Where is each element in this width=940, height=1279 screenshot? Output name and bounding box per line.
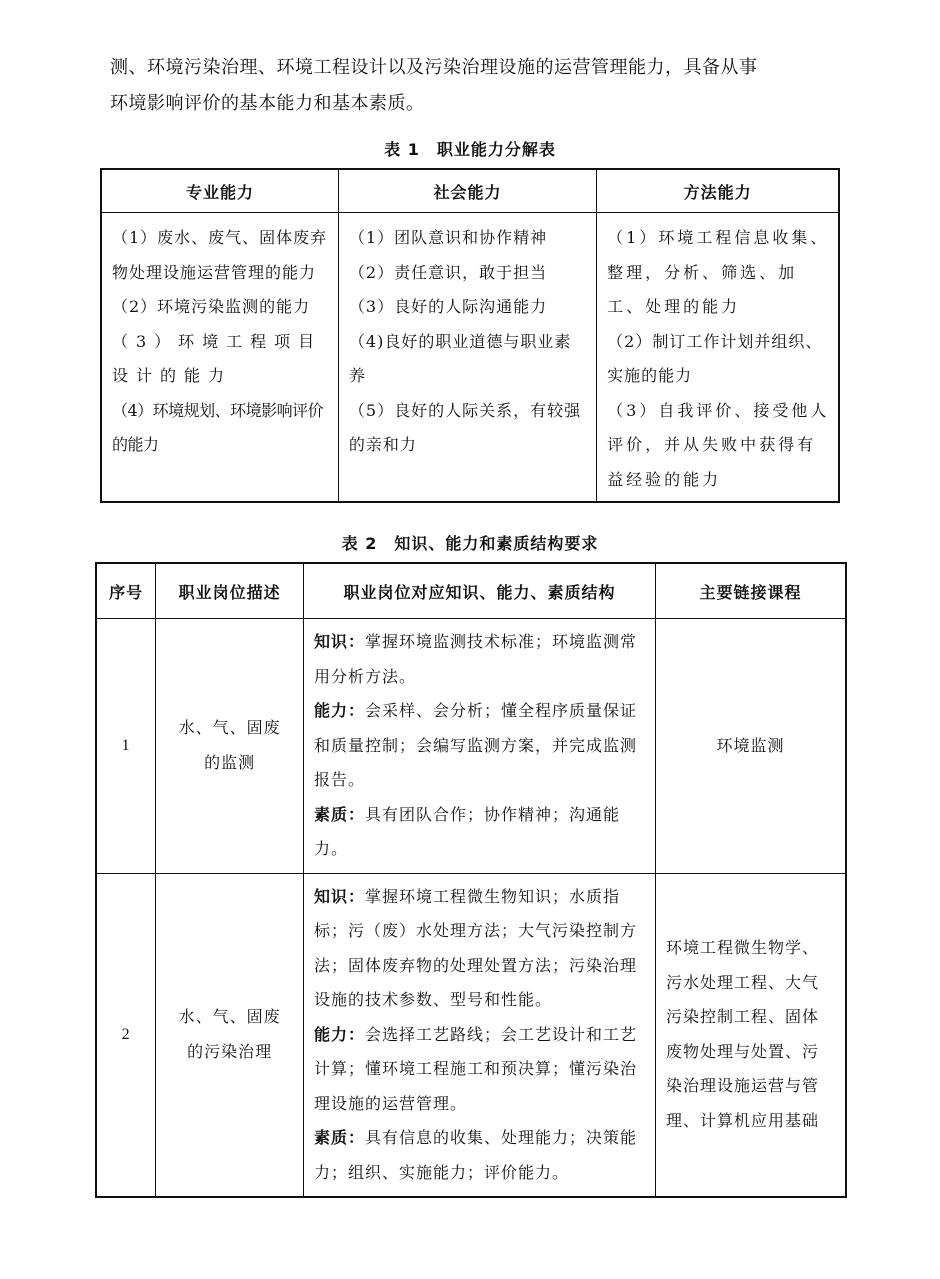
ability-text: 会选择工艺路线；会工艺设计和工艺计算；懂环境工程施工和预决算；懂污染治理设施的运营管理。 bbox=[314, 1024, 638, 1113]
header-post-description: 职业岗位描述 bbox=[156, 563, 304, 619]
intro-paragraph bbox=[110, 50, 840, 122]
ability-block bbox=[314, 694, 647, 798]
knowledge-text: 掌握环境监测技术标准；环境监测常用分析方法。 bbox=[314, 632, 638, 686]
row-post bbox=[156, 873, 304, 1197]
table-header-row bbox=[101, 169, 839, 213]
ability-label: 能力： bbox=[314, 1024, 366, 1044]
quality-text: 具有团队合作；协作精神；沟通能力。 bbox=[314, 804, 621, 858]
row-course: 环境监测 bbox=[655, 619, 846, 874]
header-social-ability: 社会能力 bbox=[338, 169, 596, 213]
list-item: （2）制订工作计划并组织、实施的能力 bbox=[607, 331, 823, 385]
intro-line-2: 环境影响评价的基本能力和基本素质。 bbox=[110, 93, 425, 114]
table-row bbox=[96, 873, 846, 1197]
table-header-row bbox=[96, 563, 846, 619]
list-item: （1）环境工程信息收集、整理，分析、筛选、加工、处理的能力 bbox=[607, 228, 830, 316]
knowledge-label: 知识： bbox=[314, 886, 366, 906]
post-text: 水、气、固废的污染治理 bbox=[178, 1007, 281, 1061]
quality-label: 素质： bbox=[314, 1128, 366, 1147]
ability-text: 会采样、会分析；懂全程序质量保证和质量控制；会编写监测方案，并完成监测报告。 bbox=[314, 701, 638, 789]
social-ability-cell bbox=[338, 213, 596, 503]
list-item: （4）环境规划、环境影响评价的能力 bbox=[112, 400, 324, 454]
table-row bbox=[96, 619, 846, 874]
list-item: （3）环境工程项目设计的能力 bbox=[112, 331, 323, 385]
table2-caption: 表 2 知识、能力和素质结构要求 bbox=[341, 534, 599, 553]
list-item: （3）自我评价、接受他人评价，并从失败中获得有益经验的能力 bbox=[607, 400, 830, 489]
row-structure bbox=[304, 619, 656, 874]
quality-block bbox=[314, 1121, 647, 1190]
knowledge-text: 掌握环境工程微生物知识；水质指标；污（废）水处理方法；大气污染控制方法；固体废弃物的处理处置方法；污染治理设施的技术参数、型号和性能。 bbox=[314, 886, 638, 1009]
knowledge-block bbox=[314, 625, 647, 694]
table1-caption: 表 1 职业能力分解表 bbox=[384, 140, 556, 159]
ability-block bbox=[314, 1018, 647, 1122]
header-courses: 主要链接课程 bbox=[655, 563, 846, 619]
row-post bbox=[156, 619, 304, 874]
list-item: （4)良好的职业道德与职业素养 bbox=[348, 331, 572, 385]
ability-label: 能力： bbox=[314, 701, 366, 720]
row-course: 环境工程微生物学、污水处理工程、大气污染控制工程、固体废物处理与处置、污染治理设施运营与管理、计算机应用基础 bbox=[655, 873, 846, 1197]
quality-text: 具有信息的收集、处理能力；决策能力；组织、实施能力；评价能力。 bbox=[314, 1128, 638, 1182]
quality-label: 素质： bbox=[314, 804, 366, 824]
header-professional-ability: 专业能力 bbox=[101, 169, 338, 213]
row-seq: 2 bbox=[96, 873, 156, 1197]
ability-breakdown-table bbox=[100, 168, 840, 503]
list-item: （1）废水、废气、固体废弃物处理设施运营管理的能力 bbox=[112, 228, 328, 282]
list-item: （5）良好的人际关系，有较强的亲和力 bbox=[348, 400, 582, 454]
header-method-ability: 方法能力 bbox=[597, 169, 839, 213]
list-item: （2）环境污染监测的能力 bbox=[112, 297, 311, 316]
list-item: （2）责任意识，敢于担当 bbox=[348, 262, 548, 282]
row-structure bbox=[304, 873, 656, 1197]
professional-ability-cell bbox=[101, 213, 338, 503]
list-item: （1）团队意识和协作精神 bbox=[348, 228, 548, 247]
method-ability-cell bbox=[597, 213, 839, 503]
post-text: 水、气、固废的监测 bbox=[178, 718, 281, 772]
header-seq: 序号 bbox=[96, 563, 156, 619]
knowledge-block bbox=[314, 880, 647, 1018]
header-structure: 职业岗位对应知识、能力、素质结构 bbox=[304, 563, 656, 619]
structure-requirements-table bbox=[95, 562, 847, 1198]
intro-line-1: 测、环境污染治理、环境工程设计以及污染治理设施的运营管理能力，具备从事 bbox=[110, 57, 758, 78]
table-row bbox=[101, 213, 839, 503]
list-item: （3）良好的人际沟通能力 bbox=[348, 297, 548, 316]
quality-block bbox=[314, 798, 647, 867]
row-seq: 1 bbox=[96, 619, 156, 874]
knowledge-label: 知识： bbox=[314, 632, 366, 651]
